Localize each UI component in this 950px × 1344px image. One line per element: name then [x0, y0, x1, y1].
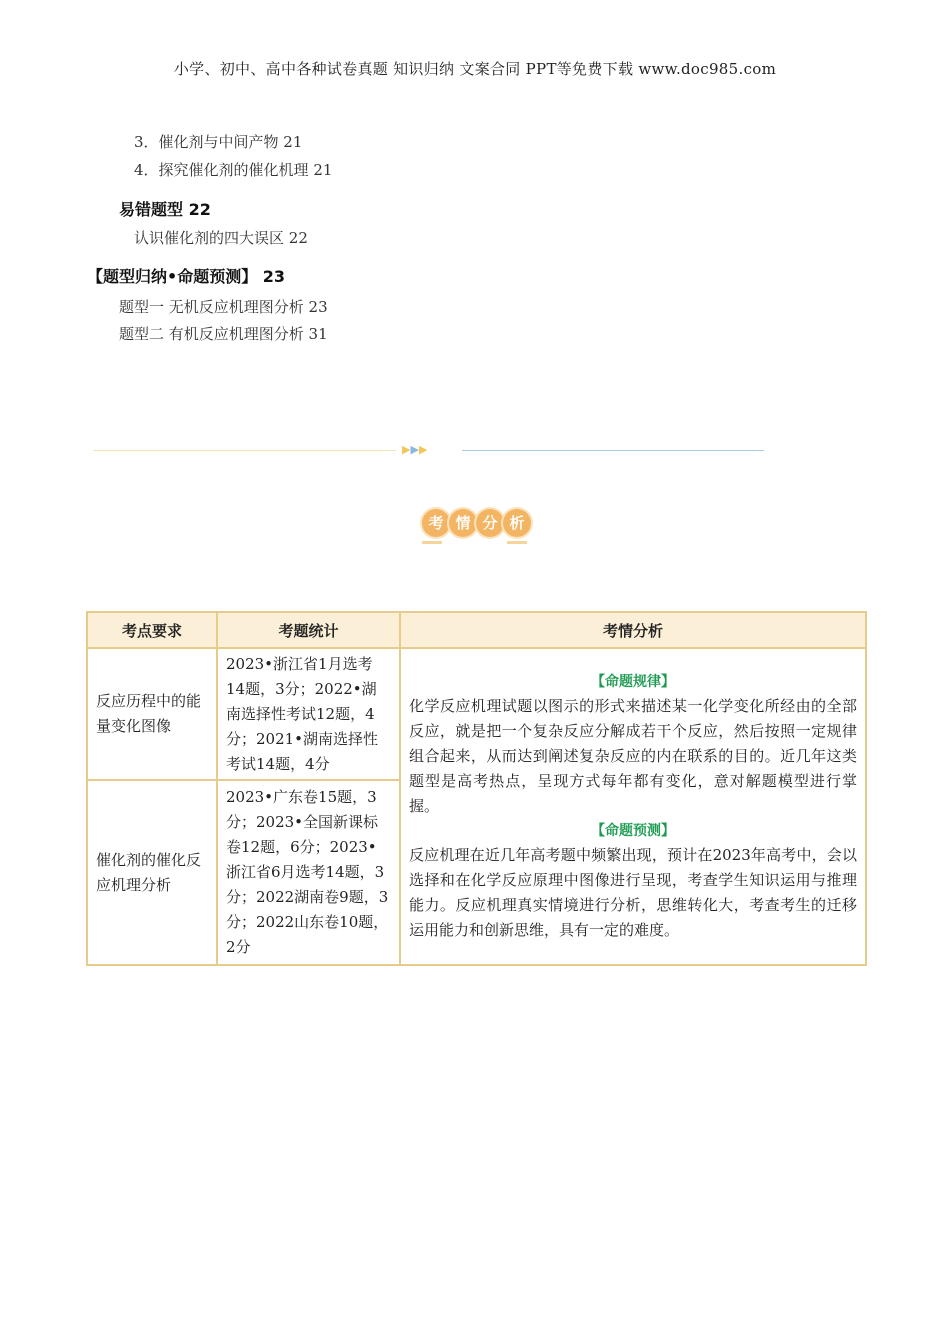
header-requirement: 考点要求: [87, 612, 217, 648]
section-badge: [418, 509, 534, 545]
requirement-cell: 反应历程中的能量变化图像: [87, 648, 217, 780]
statistics-cell: 2023•浙江省1月选考14题，3分；2022•湖南选择性考试12题，4分；2021•湖南选择性考试14题，4分: [217, 648, 400, 780]
toc-heading-mistakes[interactable]: 易错题型 22: [119, 200, 211, 219]
statistics-cell: 2023•广东卷15题，3分；2023•全国新课标卷12题，6分；2023•浙江省6月选考14题，3分；2022湖南卷9题，3分；2022山东卷10题，2分: [217, 780, 400, 965]
divider-left: [93, 450, 396, 451]
badge-char-3: 分: [476, 509, 504, 537]
rule-text: 化学反应机理试题以图示的形式来描述某一化学变化所经由的全部反应，就是把一个复杂反应分解成若干个反应，然后按照一定规律组合起来，从而达到阐述复杂反应的内在联系的目的。近几年这类题型是高考热点，呈现方式每年都有变化，意对解题模型进行掌握。: [409, 697, 857, 815]
exam-analysis-table: [86, 611, 867, 966]
requirement-cell: 催化剂的催化反应机理分析: [87, 780, 217, 965]
rule-title: 【命题规律】: [591, 674, 675, 690]
badge-char-2: 情: [449, 509, 477, 537]
toc-item-type2[interactable]: 题型二 有机反应机理图分析 31: [119, 325, 328, 343]
toc-item-mistakes[interactable]: 认识催化剂的四大误区 22: [134, 229, 308, 247]
table-row: [87, 648, 866, 780]
predict-title: 【命题预测】: [591, 823, 675, 839]
badge-underline-right: [507, 541, 527, 544]
analysis-cell: [400, 648, 866, 965]
toc-item-type1[interactable]: 题型一 无机反应机理图分析 23: [119, 298, 328, 316]
divider-arrows-icon: ▶▶▶: [402, 443, 428, 456]
header-statistics: 考题统计: [217, 612, 400, 648]
badge-char-4: 析: [503, 509, 531, 537]
toc-item-3[interactable]: 3．催化剂与中间产物 21: [134, 133, 303, 151]
toc-heading-summary[interactable]: 【题型归纳•命题预测】 23: [87, 267, 286, 286]
badge-char-1: 考: [422, 509, 450, 537]
badge-underline-left: [422, 541, 442, 544]
header-analysis: 考情分析: [400, 612, 866, 648]
toc-item-4[interactable]: 4．探究催化剂的催化机理 21: [134, 161, 333, 179]
page-header: 小学、初中、高中各种试卷真题 知识归纳 文案合同 PPT等免费下载 www.doc985.com: [173, 60, 777, 78]
divider-right: [462, 450, 764, 451]
table-header-row: [87, 612, 866, 648]
predict-text: 反应机理在近几年高考题中频繁出现，预计在2023年高考中，会以选择和在化学反应原理中图像进行呈现，考查学生知识运用与推理能力。反应机理真实情境进行分析，思维转化大，考查考生的迁移运用能力和创新思维，具有一定的难度。: [409, 846, 857, 939]
